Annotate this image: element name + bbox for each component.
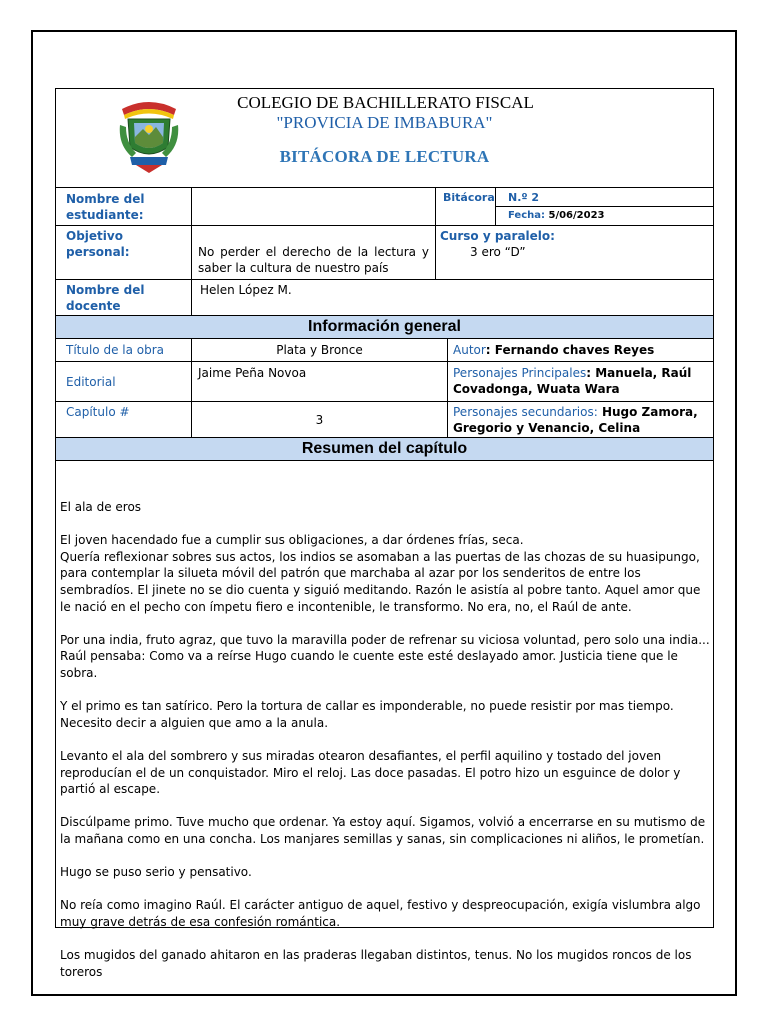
- author-label: Autor: [453, 343, 486, 357]
- publisher-label: Editorial: [56, 362, 192, 402]
- summary-paragraph: El ala de eros: [60, 500, 142, 514]
- secondary-characters-cell: [448, 402, 713, 438]
- teacher-value: Helen López M.: [192, 280, 713, 316]
- course-label: Curso y paralelo:: [440, 229, 555, 243]
- document-title: BITÁCORA DE LECTURA: [279, 147, 490, 166]
- course-cell: [436, 226, 713, 280]
- reading-log-form: [55, 88, 714, 979]
- school-name: COLEGIO DE BACHILLERATO FISCAL: [237, 93, 534, 112]
- chapter-value: 3: [192, 402, 448, 438]
- main-characters-cell: [448, 362, 713, 402]
- objective-value: No perder el derecho de la lectura y saber la cultura de nuestro país: [192, 226, 436, 280]
- school-province: "PROVICIA DE IMBABURA": [276, 113, 493, 132]
- summary-paragraph: Y el primo es tan satírico. Pero la tortura de callar es imponderable, no puede resistir por mas tiempo. Necesito decir a alguien que amo a la anula.: [60, 699, 674, 730]
- log-date: [496, 207, 713, 226]
- summary-paragraph: Los mugidos del ganado ahitaron en las praderas llegaban distintos, tenus. No los mugidos roncos de los toreros: [60, 948, 692, 979]
- summary-paragraph: Levanto el ala del sombrero y sus miradas otearon desafiantes, el perfil aquilino y tostado del joven reproducían el de un conquistador. Miro el reloj. Las doce pasadas. El potro hizo un esguince de dolor y partió al escape.: [60, 748, 681, 797]
- summary-paragraph: Discúlpame primo. Tuve mucho que ordenar. Ya estoy aquí. Sigamos, volvió a encerrarse en su mutismo de la mañana como en una concha. Los manjares semillas y sanas, sin complicaciones ni aliños, le prometían.: [60, 815, 706, 846]
- publisher-value: Jaime Peña Novoa: [192, 362, 448, 402]
- form-header: [56, 89, 713, 188]
- work-title-label: Título de la obra: [56, 339, 192, 362]
- author-value: : Fernando chaves Reyes: [485, 343, 655, 357]
- summary-heading: Resumen del capítulo: [56, 438, 713, 461]
- summary-paragraph: Por una india, fruto agraz, que tuvo la maravilla poder de refrenar su viciosa voluntad, pero solo una india... Raúl pensaba: Como va a reírse Hugo cuando le cuente este esté deslayado amor. Justicia tiene que le sobra.: [60, 632, 710, 680]
- log-date-value: 5/06/2023: [548, 210, 605, 221]
- secondary-characters-label: Personajes secundarios:: [453, 405, 598, 419]
- chapter-summary: [60, 499, 710, 979]
- teacher-label: Nombre del docente: [56, 280, 192, 316]
- course-value: 3 ero “D”: [470, 245, 526, 259]
- student-name-value[interactable]: [192, 188, 436, 226]
- student-name-label: Nombre del estudiante:: [56, 188, 192, 226]
- objective-label: Objetivo personal:: [56, 226, 192, 280]
- log-date-label: Fecha:: [508, 210, 549, 221]
- general-info-heading: Información general: [56, 316, 713, 339]
- main-characters-label: Personajes Principales: [453, 366, 587, 380]
- main-characters-value: : Manuela, Raúl Covadonga, Wuata Wara: [453, 366, 692, 396]
- chapter-label: Capítulo #: [56, 402, 192, 438]
- work-title-value: Plata y Bronce: [192, 339, 448, 362]
- summary-paragraph: El joven hacendado fue a cumplir sus obligaciones, a dar órdenes frías, seca. Quería reflexionar sobres sus actos, los indios se asomaban a las puertas de las chozas de su huasipungo, para contemplar la silueta móvil del patrón que marchaba al azar por los senderitos de entre los sembradíos. El jinete no se dio cuenta y siguió meditando. Razón le asistía al pobre tanto. Aquel amor que le nació en el pecho con ímpetu fiero e incontenible, le transformo. No era, no, el Raúl de ante.: [60, 533, 701, 614]
- author-cell: [448, 339, 713, 362]
- summary-paragraph: Hugo se puso serio y pensativo.: [60, 865, 252, 880]
- secondary-characters-value: Hugo Zamora, Gregorio y Venancio, Celina: [453, 405, 698, 435]
- bitacora-label: Bitácora: [436, 188, 496, 226]
- bitacora-number: N.º 2: [496, 188, 713, 207]
- summary-paragraph: No reía como imagino Raúl. El carácter antiguo de aquel, festivo y despreocupación, exigía vislumbra algo muy grave detrás de esa confesión romántica.: [60, 898, 701, 929]
